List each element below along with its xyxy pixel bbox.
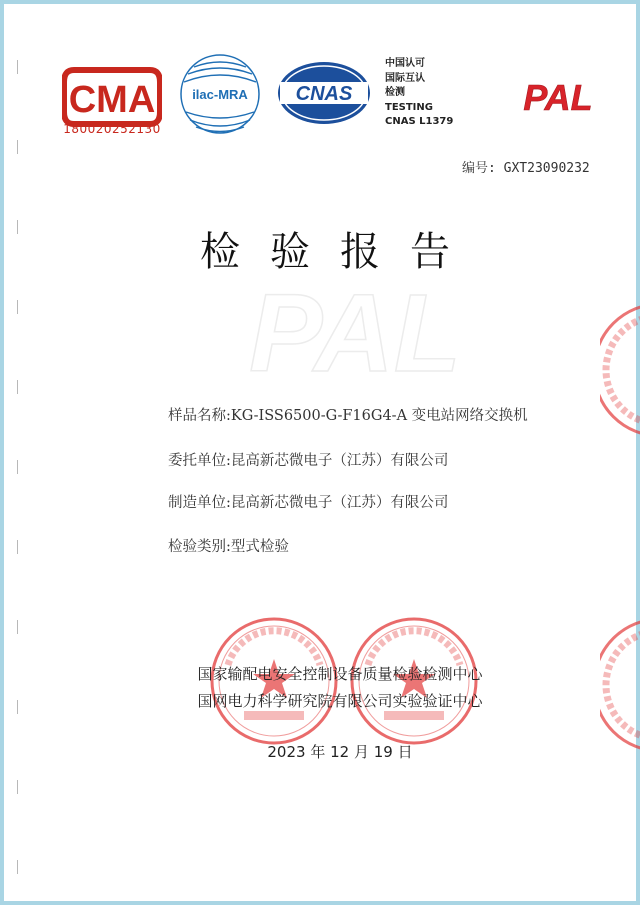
sample-name-row (168, 404, 528, 425)
pal-logo (512, 78, 604, 116)
issuer-line-2: 国网电力科学研究院有限公司实验验证中心 (197, 692, 483, 710)
field-value: KG-ISS6500-G-F16G4-A 变电站网络交换机 (230, 408, 528, 424)
field-label: 检验类别: (168, 539, 231, 555)
recognition-line: CNAS L1379 (385, 116, 454, 127)
field-value: 昆高新芯微电子（江苏）有限公司 (230, 495, 449, 511)
recognition-line: 国际互认 (385, 72, 425, 84)
manufacturer-row (168, 491, 448, 512)
issue-date: 2023 年 12 月 19 日 (267, 743, 413, 761)
recognition-line: TESTING (385, 101, 433, 113)
report-number-value: GXT23090232 (503, 161, 590, 176)
field-value: 型式检验 (230, 539, 289, 555)
field-label: 委托单位: (168, 453, 231, 469)
field-value: 昆高新芯微电子（江苏）有限公司 (230, 453, 449, 469)
edge-seal (600, 615, 640, 755)
report-number (462, 157, 590, 176)
recognition-line: 检测 (385, 87, 405, 98)
ilac-text: ilac-MRA (192, 87, 248, 102)
test-type-row (168, 535, 289, 556)
client-row (168, 449, 448, 470)
ilac-mra-logo (178, 52, 262, 136)
cnas-text: CNAS (295, 83, 353, 105)
binding-marks (14, 60, 22, 890)
report-number-label: 编号: (462, 161, 496, 176)
cma-number: 180020252130 (63, 122, 161, 136)
issuer-line-1: 国家输配电安全控制设备质量检验检测中心 (197, 665, 483, 683)
recognition-line: 中国认可 (385, 58, 425, 69)
edge-seal (600, 300, 640, 440)
recognition-text (385, 57, 453, 130)
pal-watermark (230, 275, 480, 385)
field-label: 样品名称: (168, 408, 231, 424)
field-label: 制造单位: (168, 495, 231, 511)
report-title: 检验报告 (200, 229, 480, 275)
pal-text: PAL (523, 78, 593, 116)
watermark-text: PAL (249, 275, 461, 385)
cnas-logo (276, 60, 372, 126)
cma-text: CMA (68, 79, 156, 121)
